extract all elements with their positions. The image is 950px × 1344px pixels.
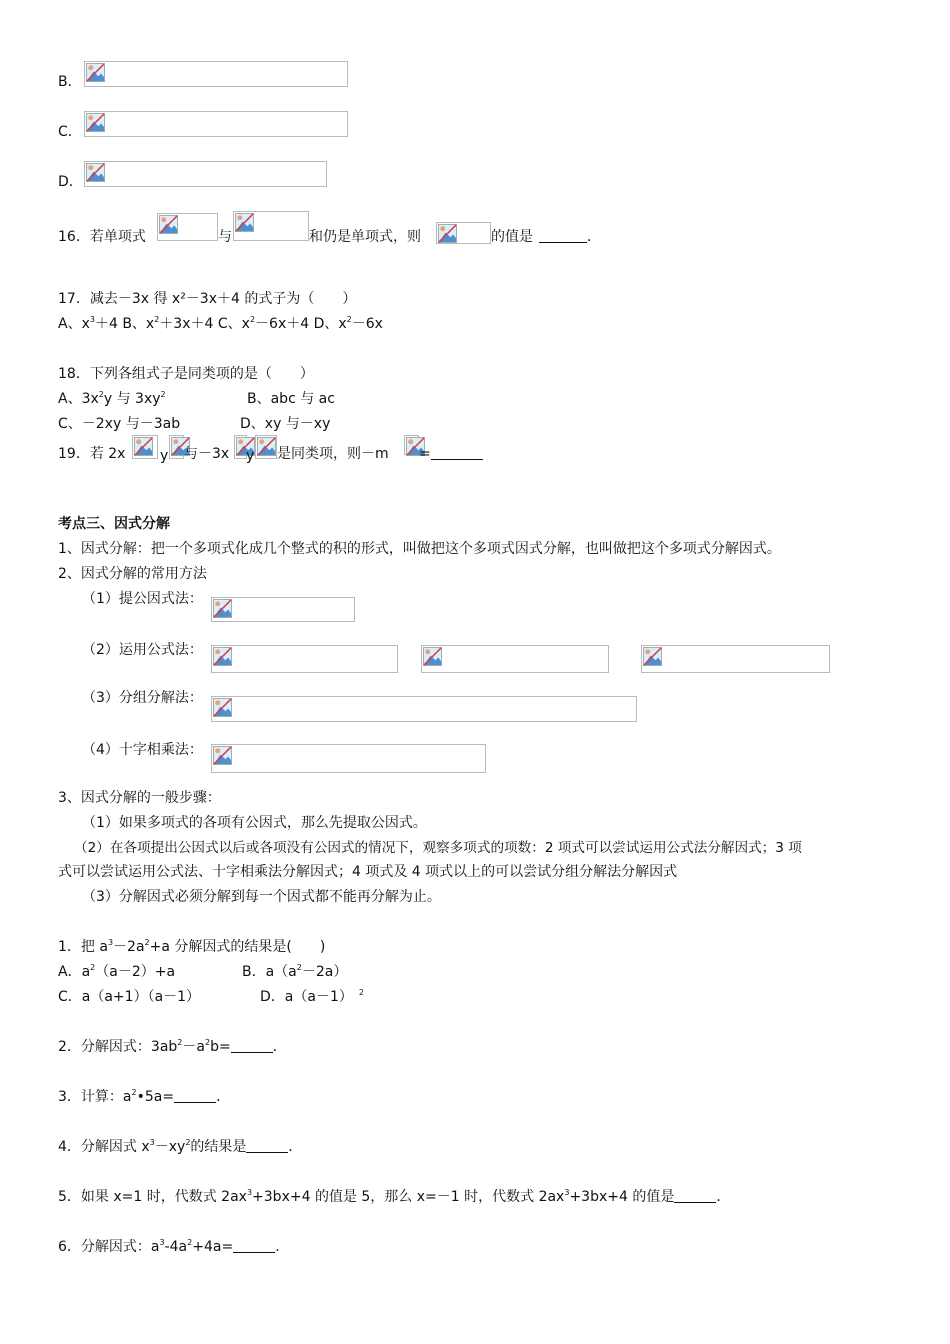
method-1-image	[211, 597, 355, 622]
broken-image-icon	[86, 63, 105, 82]
method-1-label: （1）提公因式法：	[82, 591, 203, 607]
step-2-line-2: 式可以尝试运用公式法、十字相乘法分解因式；4 项式及 4 项式以上的可以尝试分组分解法分解因式	[58, 864, 678, 880]
exponent: 2	[346, 315, 352, 324]
broken-image-icon	[86, 163, 105, 182]
q16-part-d: 的值是	[491, 229, 533, 245]
exercise-1-option-a	[58, 962, 175, 982]
broken-image-icon	[438, 224, 457, 243]
q16-image-2	[233, 211, 309, 241]
q17-opt-c: ＋3x＋4 C、x	[159, 316, 250, 332]
exponent: 2	[154, 315, 160, 324]
q16-part-c: 和仍是单项式，则	[309, 229, 421, 245]
q17-opt-e: －6x	[351, 316, 383, 332]
exercise-2	[58, 1037, 287, 1057]
q19-part-e: 是同类项，则－m	[277, 446, 389, 462]
e3-b: •5a=	[136, 1089, 175, 1105]
method-3-image	[211, 696, 637, 722]
e1-stem-a: 1．把 a	[58, 939, 108, 955]
e6-c: +4a=	[192, 1239, 234, 1255]
exponent: 2	[185, 1138, 191, 1147]
methods-heading: 2、因式分解的常用方法	[58, 566, 207, 582]
e4-d: ．	[288, 1139, 303, 1155]
q18-option-b: B、abc 与 ac	[247, 391, 335, 407]
exponent: 3	[149, 1138, 155, 1147]
q17-opt-a: A、x	[58, 316, 90, 332]
q19-equals-sign: =	[419, 446, 431, 462]
e1-b-part2: －2a）	[301, 964, 348, 980]
answer-blank	[539, 228, 587, 243]
broken-image-icon	[213, 746, 232, 765]
exercise-1-option-b	[242, 962, 347, 982]
formula-image-b	[84, 61, 348, 87]
exponent: 3	[159, 1238, 165, 1247]
e5-c: +3bx+4 的值是	[569, 1189, 675, 1205]
exercise-1-stem	[58, 937, 325, 957]
definition-paragraph: 1、因式分解：把一个多项式化成几个整式的积的形式，叫做把这个多项式因式分解，也叫做把这个多项式分解因式。	[58, 541, 781, 557]
broken-image-icon	[643, 647, 662, 666]
answer-blank	[246, 1138, 288, 1153]
e4-c: 的结果是	[190, 1139, 247, 1155]
exponent: 2	[90, 963, 96, 972]
e5-b: +3bx+4 的值是 5，那么 x=－1 时，代数式 2ax	[252, 1189, 565, 1205]
broken-image-icon	[423, 647, 442, 666]
e5-d: ．	[716, 1189, 731, 1205]
q19-image-4	[255, 435, 277, 459]
e2-d: ．	[272, 1039, 287, 1055]
q16-image-3	[436, 222, 491, 244]
q17-opt-b: ＋4 B、x	[94, 316, 155, 332]
exponent: 2	[204, 1038, 211, 1047]
q17-opt-d: －6x＋4 D、x	[255, 316, 347, 332]
exponent: 2	[98, 390, 104, 399]
e1-d-part1: D．a（a－1）	[260, 989, 353, 1005]
answer-blank	[431, 445, 483, 460]
e3-a: 3．计算：a	[58, 1089, 132, 1105]
exercise-1-option-c: C．a（a+1）（a－1）	[58, 989, 201, 1005]
exponent: 3	[89, 315, 95, 324]
q16-part-a: 16．若单项式	[58, 229, 146, 245]
answer-blank	[174, 1088, 216, 1103]
q19-part-b: y	[160, 448, 169, 464]
broken-image-icon	[213, 698, 232, 717]
q16-answer-blank	[539, 227, 601, 247]
exercise-5	[58, 1187, 730, 1207]
method-3-label: （3）分组分解法：	[82, 690, 203, 706]
exercise-3	[58, 1087, 230, 1107]
q16-part-b: 与	[218, 229, 232, 245]
exponent: 2	[296, 963, 302, 972]
method-4-label: （4）十字相乘法：	[82, 742, 203, 758]
q19-part-d: y	[246, 448, 255, 464]
exponent: 2	[187, 1238, 193, 1247]
q18-option-d: D、xy 与－xy	[240, 416, 331, 432]
q18-option-a	[58, 389, 166, 409]
step-2-line-1: （2）在各项提出公因式以后或各项没有公因式的情况下，观察多项式的项数：2 项式可以尝试运用公式法分解因式；3 项	[74, 840, 802, 856]
step-1: （1）如果多项式的各项有公因式，那么先提取公因式。	[82, 815, 427, 831]
q17-stem: 17．减去－3x 得 x²－3x＋4 的式子为（ ）	[58, 291, 357, 307]
e2-b: －a	[182, 1039, 205, 1055]
method-4-image	[211, 744, 486, 773]
exercise-1-option-d	[260, 987, 364, 1007]
e1-a-part2: （a－2）+a	[95, 964, 176, 980]
q18-stem: 18．下列各组式子是同类项的是（ ）	[58, 366, 314, 382]
broken-image-icon	[159, 215, 178, 234]
method-2-image-1	[211, 645, 398, 673]
method-2-image-2	[421, 645, 609, 673]
q16-end: ．	[587, 229, 601, 245]
exponent: 2	[131, 1088, 137, 1097]
option-c-label: C．	[58, 124, 82, 140]
e4-b: －xy	[154, 1139, 186, 1155]
e2-a: 2．分解因式：3ab	[58, 1039, 178, 1055]
e6-a: 6．分解因式：a	[58, 1239, 160, 1255]
answer-blank	[674, 1188, 716, 1203]
option-b-label: B．	[58, 74, 82, 90]
steps-heading: 3、因式分解的一般步骤：	[58, 790, 221, 806]
e1-stem-c: +a 分解因式的结果是( )	[149, 939, 326, 955]
method-2-label: （2）运用公式法：	[82, 642, 203, 658]
step-3: （3）分解因式必须分解到每一个因式都不能再分解为止。	[82, 889, 441, 905]
q19-equals	[419, 444, 483, 464]
e2-c: b=	[210, 1039, 231, 1055]
exponent: 2	[160, 390, 166, 399]
answer-blank	[231, 1038, 273, 1053]
q19-part-c: 与－3x	[184, 446, 230, 462]
broken-image-icon	[213, 599, 232, 618]
exponent: 3	[564, 1188, 570, 1197]
e1-a-part1: A．a	[58, 964, 91, 980]
q19-part-a: 19．若 2x	[58, 446, 126, 462]
exponent: 2	[177, 1038, 183, 1047]
formula-image-c	[84, 111, 348, 137]
e6-d: .	[275, 1239, 280, 1255]
q19-image-1	[132, 435, 158, 459]
broken-image-icon	[257, 437, 276, 456]
broken-image-icon	[86, 113, 105, 132]
option-d-label: D．	[58, 174, 83, 190]
exponent: 3	[107, 938, 114, 947]
e4-a: 4．分解因式 x	[58, 1139, 150, 1155]
e1-stem-b: －2a	[113, 939, 145, 955]
exponent: 2	[358, 988, 364, 997]
exponent: 2	[144, 938, 150, 947]
method-2-image-3	[641, 645, 830, 673]
broken-image-icon	[235, 213, 254, 232]
exponent: 3	[246, 1188, 253, 1197]
answer-blank	[233, 1238, 275, 1253]
q18-a-part1: A、3x	[58, 391, 99, 407]
exponent: 2	[249, 315, 256, 324]
q18-option-c: C、－2xy 与－3ab	[58, 416, 181, 432]
e5-a: 5．如果 x=1 时，代数式 2ax	[58, 1189, 247, 1205]
exercise-4	[58, 1137, 302, 1157]
broken-image-icon	[213, 647, 232, 666]
e6-b: -4a	[164, 1239, 188, 1255]
q17-options	[58, 314, 383, 334]
e1-b-part1: B．a（a	[242, 964, 297, 980]
e3-c: ．	[216, 1089, 231, 1105]
broken-image-icon	[134, 437, 153, 456]
section-title: 考点三、因式分解	[58, 516, 170, 532]
q16-image-1	[157, 213, 218, 241]
q18-a-part2: y 与 3xy	[103, 391, 161, 407]
q19-image-2	[169, 435, 184, 459]
exercise-6	[58, 1237, 280, 1257]
formula-image-d	[84, 161, 327, 187]
q19-image-5	[404, 435, 419, 455]
